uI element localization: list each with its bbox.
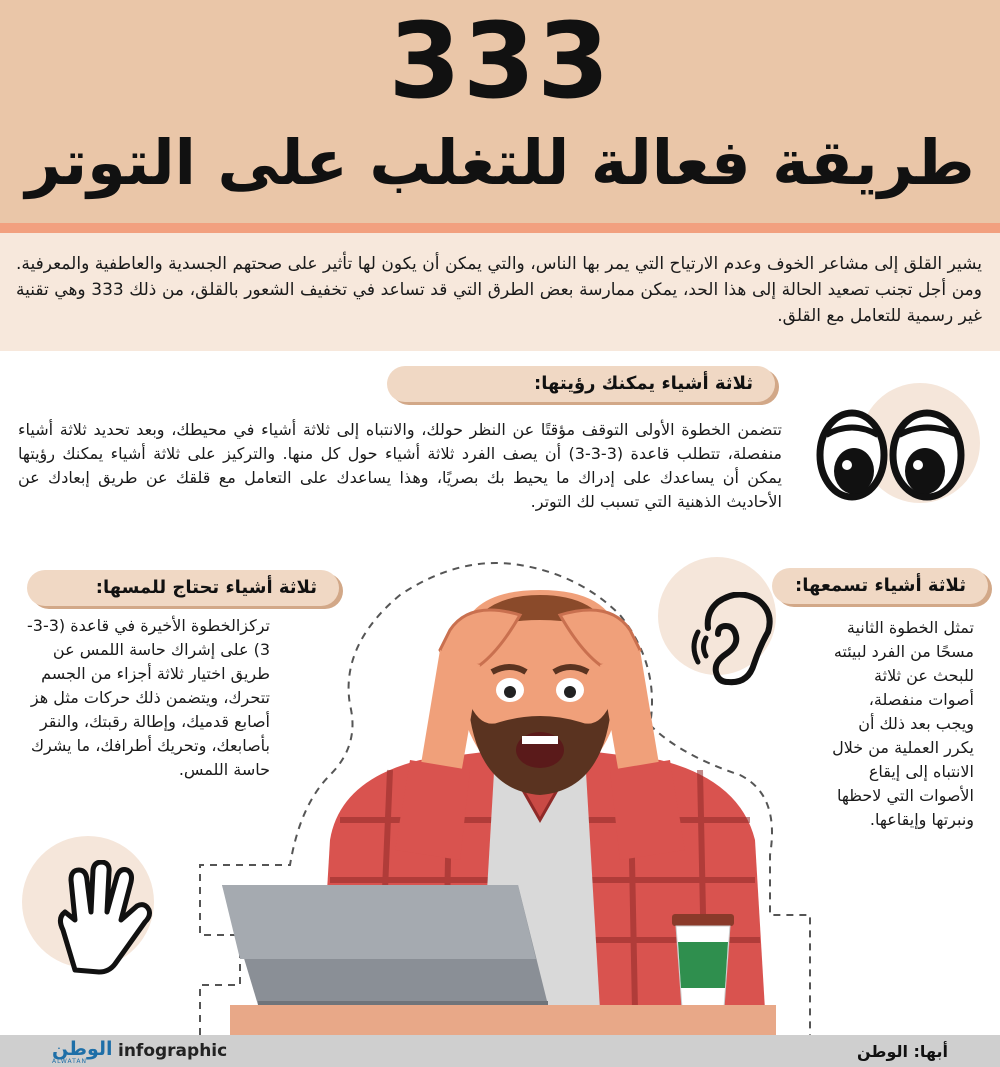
section-touch-title: ثلاثة أشياء تحتاج للمسها: — [95, 577, 317, 598]
header-accent-strip — [0, 223, 1000, 233]
header-number: 333 — [388, 0, 612, 122]
hand-icon — [45, 860, 160, 980]
brand-label: infographic — [118, 1041, 228, 1061]
section-see-title: ثلاثة أشياء يمكنك رؤيتها: — [534, 373, 753, 394]
section-see-heading — [387, 366, 775, 402]
alwatan-logo-subtext: ALWATAN — [52, 1058, 87, 1065]
laptop-icon — [218, 885, 548, 1010]
page-title: طريقة فعالة للتغلب على التوتر — [25, 126, 975, 199]
section-see-text: تتضمن الخطوة الأولى التوقف مؤقتًا عن النظر حولك، والانتباه إلى ثلاثة أشياء في محيطك، وبعد تحديد ثلاثة أشياء منفصلة، تتطلب قاعدة (3-3-3) أن يصف الفرد ثلاثة أشياء حول كل منها. والتركيز على ثلاثة أشياء يمكنك رؤيتها يمكن أن يساعدك على إدراك ما يحيط بك بصريًا، وهذا يساعدك على التعامل مع قلقك عن طريق إبعادك عن الأحاديث الذهنية التي تسبب لك التوتر. — [18, 420, 783, 511]
desk — [230, 1005, 776, 1035]
section-hear-title: ثلاثة أشياء تسمعها: — [795, 575, 966, 596]
eyes-icon — [812, 405, 972, 505]
section-touch-text: تركزالخطوة الأخيرة في قاعدة (3-3-3) على إشراك حاسة اللمس عن طريق اختيار ثلاثة أجزاء من الجسم تتحرك، ويتضمن ذلك حركات مثل هز أصابع قدميك، وإطالة رقبتك، والنقر بأصابعك، وتحريك أطرافك، ما يشرك حاسة اللمس. — [26, 616, 270, 779]
coffee-cup-icon — [668, 910, 738, 1010]
intro-panel — [0, 233, 1000, 351]
source-credit: أبها: الوطن — [856, 1042, 948, 1061]
section-hear-text: تمثل الخطوة الثانية مسحًا من الفرد لبيئته للبحث عن ثلاثة أصوات منفصلة، ويجب بعد ذلك أن يكرر العملية من خلال الانتباه إلى إيقاع الأصوات التي لاحظها ونبرتها وإيقاعها. — [832, 618, 974, 829]
intro-text: يشير القلق إلى مشاعر الخوف وعدم الارتياح التي يمر بها الناس، والتي يمكن أن يكون لها تأثير على صحتهم الجسدية والعاطفية والمعرفية. ومن أجل تجنب تصعيد الحالة إلى هذا الحد، يمكن ممارسة بعض الطرق التي قد تساعد في تخفيف الشعور بالقلق، من ذلك 333 وهي تقنية غير رسمية للتعامل مع القلق. — [16, 254, 982, 326]
alwatan-logo: الوطن — [52, 1038, 113, 1060]
